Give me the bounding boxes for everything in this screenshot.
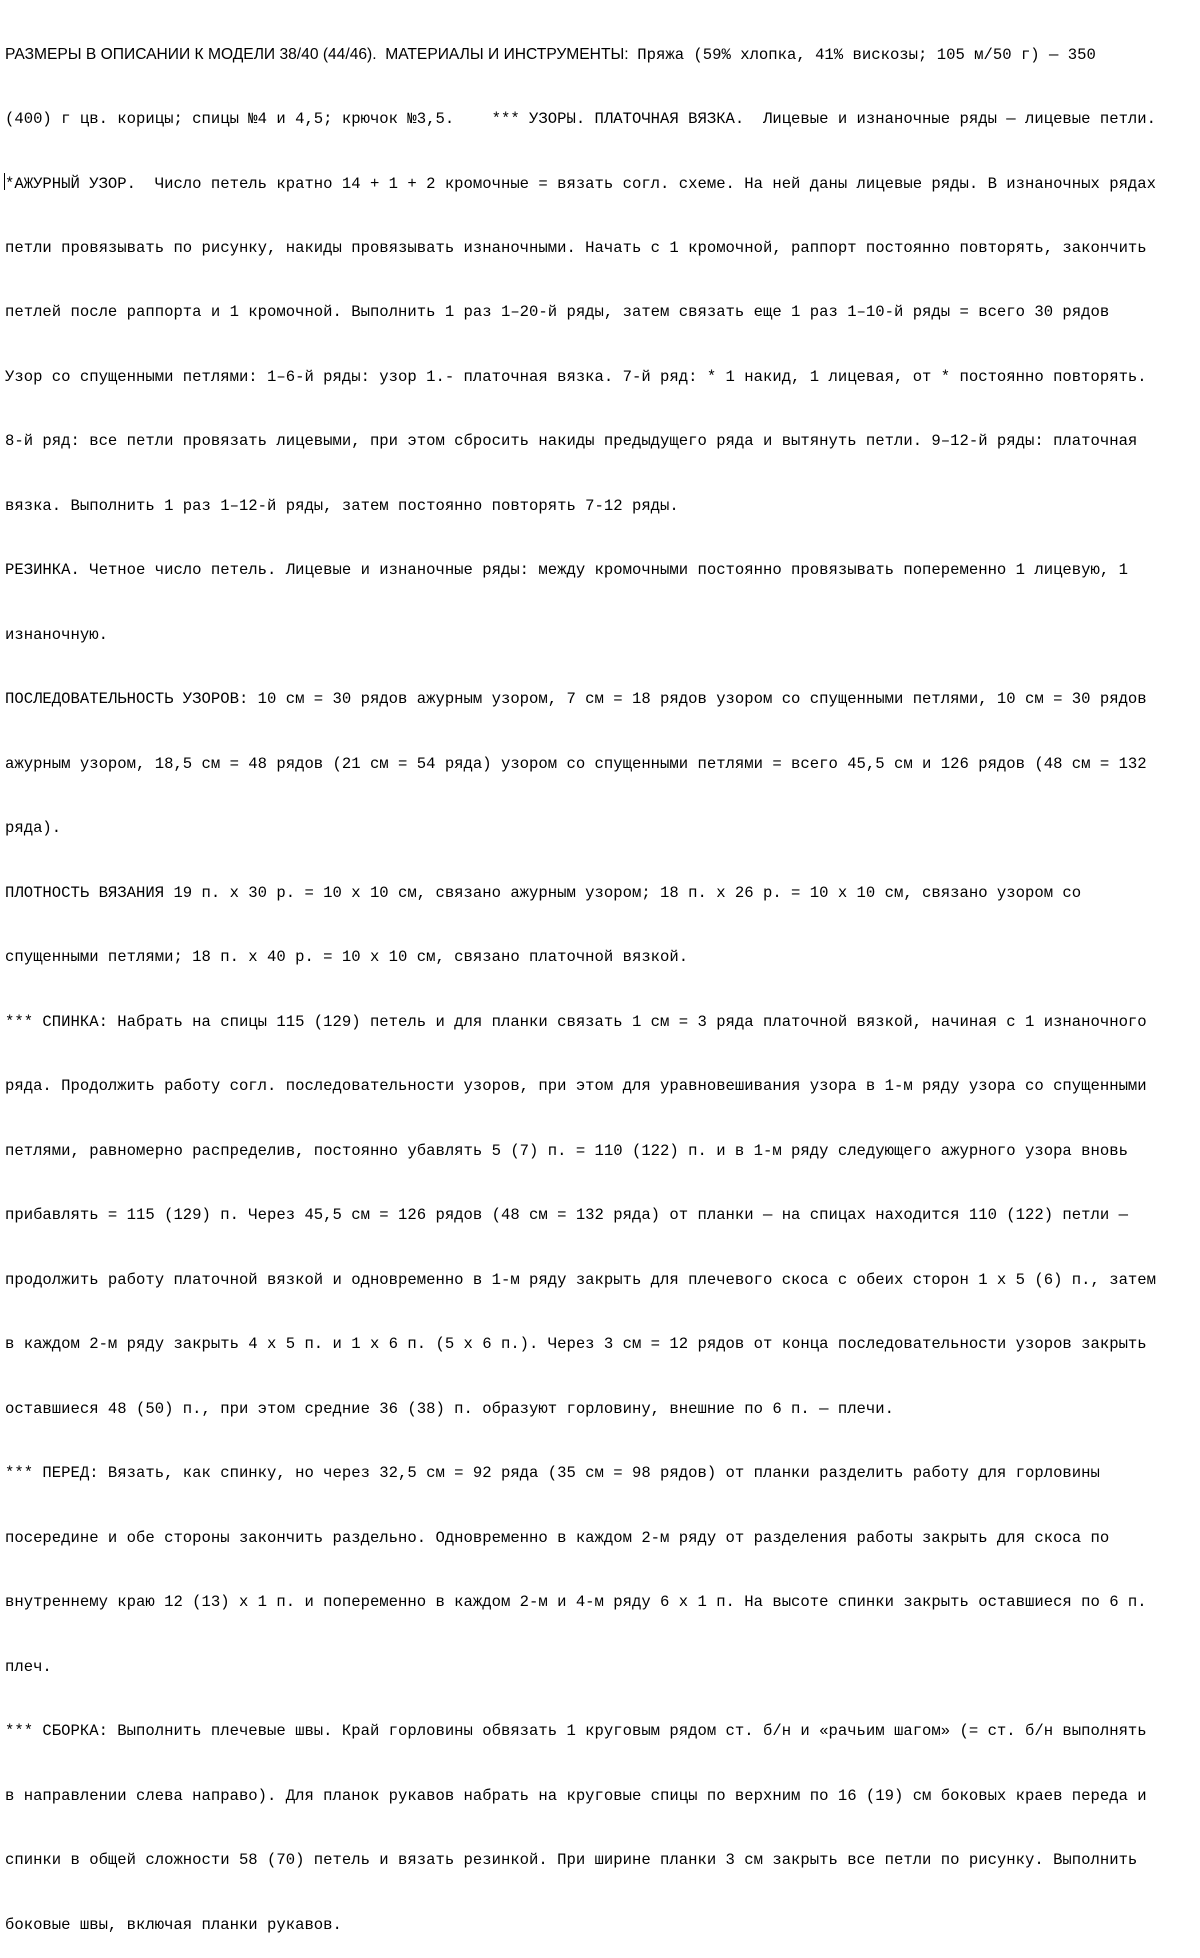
text-line: внутреннему краю 12 (13) х 1 п. и попеременно в каждом 2-м и 4-м ряду 6 х 1 п. На высоте спинки закрыть оставшиеся по 6 п. [5, 1593, 1147, 1611]
text-line: посередине и обе стороны закончить раздельно. Одновременно в каждом 2-м ряду от разделения работы закрыть для скоса по [5, 1528, 1110, 1547]
text-segment: Пряжа (59% хлопка, 41% вискозы; 105 м/50 г) — 350 [637, 46, 1096, 64]
text-line: *** СПИНКА: Набрать на спицы 115 (129) петель и для планки связать 1 см = 3 ряда платочной вязкой, начиная с 1 изнаночного [5, 1012, 1147, 1031]
text-line: вязка. Выполнить 1 раз 1–12-й ряды, затем постоянно повторять 7-12 ряды. [5, 496, 679, 515]
text-line: боковые швы, включая планки рукавов. [5, 1915, 342, 1934]
text-line: *** ПЕРЕД: Вязать, как спинку, но через 32,5 см = 92 ряда (35 см = 98 рядов) от планки разделить работу для горловины [5, 1464, 1100, 1482]
text-line: петлей после раппорта и 1 кромочной. Выполнить 1 раз 1–20-й ряды, затем связать еще 1 раз 1–10-й ряды = всего 30 рядов [5, 303, 1110, 321]
text-line: прибавлять = 115 (129) п. Через 45,5 см = 126 рядов (48 см = 132 ряда) от планки — на спицах находится 110 (122) петли — [5, 1206, 1128, 1224]
text-line: 8-й ряд: все петли провязать лицевыми, при этом сбросить накиды предыдущего ряда и вытянуть петли. 9–12-й ряды: платочная [5, 432, 1138, 450]
text-line: продолжить работу платочной вязкой и одновременно в 1-м ряду закрыть для плечевого скоса с обеих сторон 1 х 5 (6) п., затем [5, 1270, 1157, 1289]
text-line: *** СБОРКА: Выполнить плечевые швы. Край горловины обвязать 1 круговым рядом ст. б/н и «рачьим шагом» (= ст. б/н выполнять [5, 1722, 1147, 1740]
text-line: Узор со спущенными петлями: 1–6-й ряды: узор 1.- платочная вязка. 7-й ряд: * 1 накид, 1 лицевая, от * постоянно повторять. [5, 367, 1147, 386]
text-line: ряда. Продолжить работу согл. последовательности узоров, при этом для уравновешивания узора в 1-м ряду узора со спущенными [5, 1077, 1147, 1095]
text-line: ажурным узором, 18,5 см = 48 рядов (21 см = 54 ряда) узором со спущенными петлями = всего 45,5 см и 126 рядов (48 см = 132 [5, 754, 1147, 773]
text-line: плеч. [5, 1657, 52, 1676]
text-segment: *АЖУРНЫЙ УЗОР. Число петель кратно 14 + 1 + 2 кромочные = вязать согл. схеме. На ней даны лицевые ряды. В изнаночных рядах [5, 175, 1157, 193]
text-line: оставшиеся 48 (50) п., при этом средние 36 (38) п. образуют горловину, внешние по 6 п. — плечи. [5, 1399, 894, 1418]
text-segment: РАЗМЕРЫ В ОПИСАНИИ К МОДЕЛИ 38/40 (44/46). МАТЕРИАЛЫ И ИНСТРУМЕНТЫ: [5, 46, 638, 63]
text-line: ПОСЛЕДОВАТЕЛЬНОСТЬ УЗОРОВ: 10 см = 30 рядов ажурным узором, 7 см = 18 рядов узором со спущенными петлями, 10 см = 30 рядов [5, 690, 1147, 708]
text-line: (400) г цв. корицы; спицы №4 и 4,5; крючок №3,5. *** УЗОРЫ. ПЛАТОЧНАЯ ВЯЗКА. Лицевые и изнаночные ряды — лицевые петли. [5, 109, 1157, 128]
text-line: петли провязывать по рисунку, накиды провязывать изнаночными. Начать с 1 кромочной, раппорт постоянно повторять, закончить [5, 238, 1147, 257]
text-line: спинки в общей сложности 58 (70) петель и вязать резинкой. При ширине планки 3 см закрыть все петли по рисунку. Выполнить [5, 1851, 1138, 1869]
text-line: РЕЗИНКА. Четное число петель. Лицевые и изнаночные ряды: между кромочными постоянно провязывать попеременно 1 лицевую, 1 [5, 561, 1128, 579]
text-line: спущенными петлями; 18 п. х 40 р. = 10 х 10 см, связано платочной вязкой. [5, 948, 689, 966]
text-line: в направлении слева направо). Для планок рукавов набрать на круговые спицы по верхним по 16 (19) см боковых краев переда и [5, 1786, 1147, 1805]
text-line: в каждом 2-м ряду закрыть 4 х 5 п. и 1 х 6 п. (5 х 6 п.). Через 3 см = 12 рядов от конца последовательности узоров закрыть [5, 1335, 1147, 1353]
text-line: изнаночную. [5, 625, 108, 644]
text-line [5, 173, 1200, 195]
text-line: петлями, равномерно распределив, постоянно убавлять 5 (7) п. = 110 (122) п. и в 1-м ряду следующего ажурного узора вновь [5, 1141, 1128, 1160]
text-line [5, 44, 1200, 66]
text-line: ПЛОТНОСТЬ ВЯЗАНИЯ 19 п. х 30 р. = 10 х 10 см, связано ажурным узором; 18 п. х 26 р. = 10 х 10 см, связано узором со [5, 883, 1082, 902]
text-line: ряда). [5, 819, 62, 837]
